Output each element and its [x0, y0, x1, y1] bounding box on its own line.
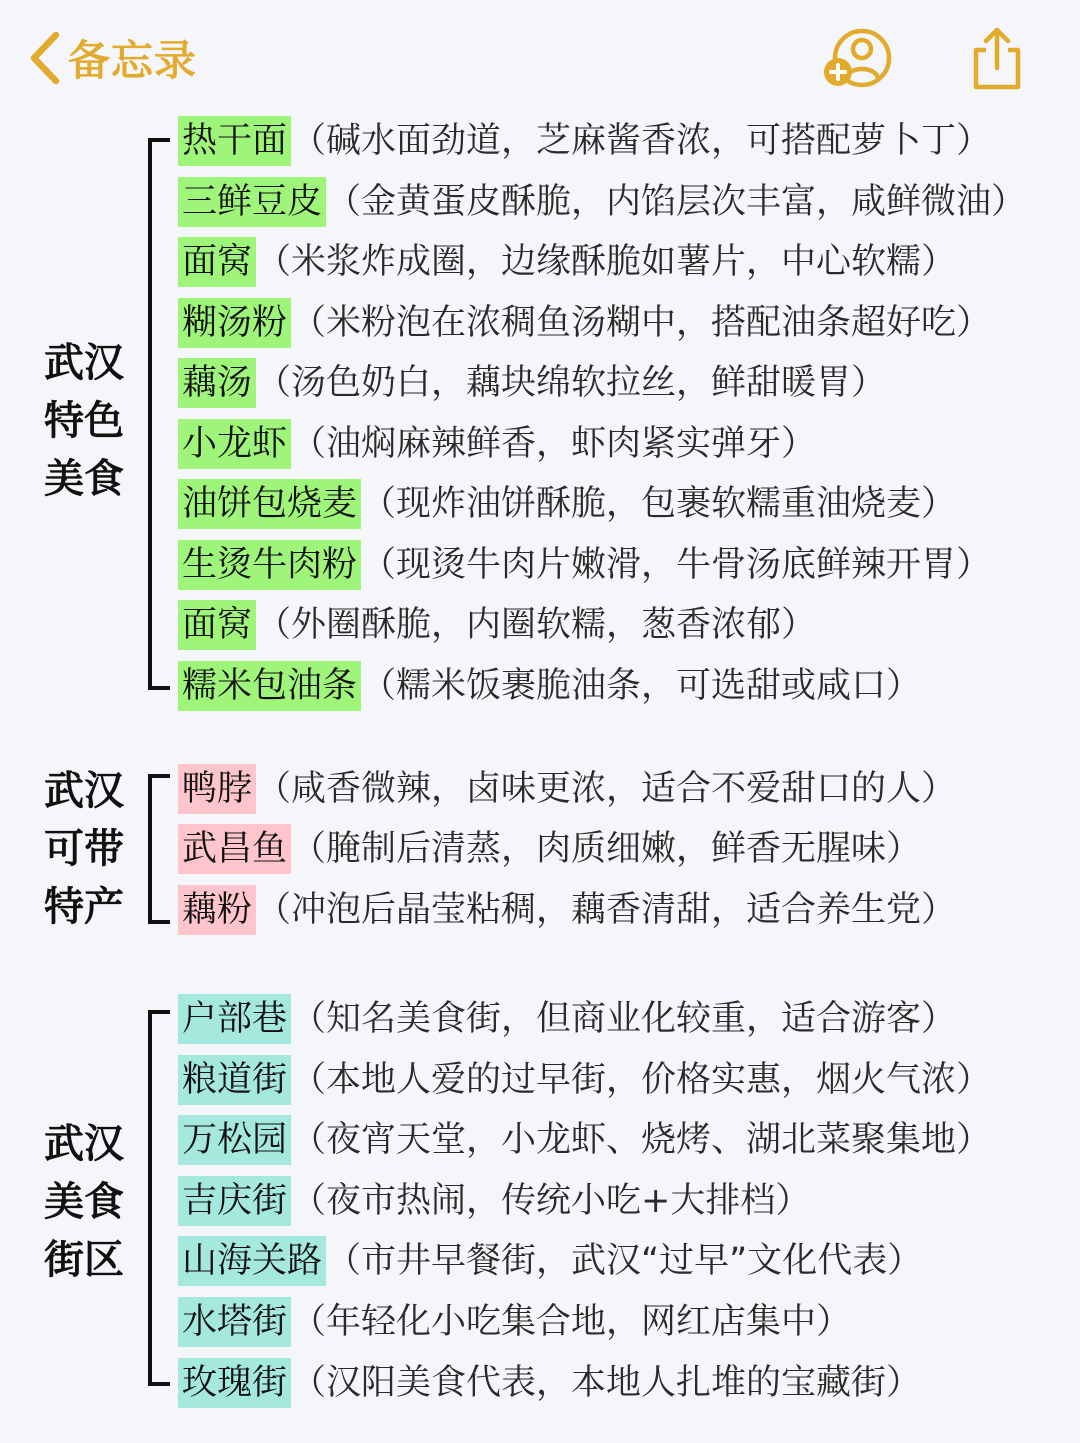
item-desc: （汤色奶白，藕块绵软拉丝，鲜甜暖胃）: [256, 363, 887, 403]
list-item: [178, 358, 886, 408]
back-label: 备忘录: [68, 36, 198, 85]
item-desc: （夜市热闹，传统小吃+大排档）: [291, 1181, 811, 1221]
item-desc: （冲泡后晶莹粘稠，藕香清甜，适合养生党）: [256, 890, 957, 930]
list-item: [178, 479, 956, 529]
category-line: 武汉: [44, 340, 124, 386]
category-line: 美食: [44, 456, 124, 502]
navigation-bar: [0, 0, 1080, 110]
list-item: [178, 1115, 991, 1165]
category-line: 特产: [44, 884, 124, 930]
list-item: [178, 1176, 810, 1226]
list-item: [178, 600, 816, 650]
item-desc: （市井早餐街，武汉“过早”文化代表）: [326, 1241, 923, 1281]
bracket: [148, 1010, 170, 1386]
category-line: 特色: [44, 398, 124, 444]
list-item: [178, 237, 956, 287]
item-desc: （本地人爱的过早街，价格实惠，烟火气浓）: [291, 1060, 992, 1100]
list-item: [178, 116, 991, 166]
item-desc: （米浆炸成圈，边缘酥脆如薯片，中心软糯）: [256, 242, 957, 282]
section-food-streets: [0, 990, 1080, 1420]
item-name: 热干面: [178, 116, 291, 166]
list-item: [178, 764, 956, 814]
item-desc: （腌制后清蒸，肉质细嫩，鲜香无腥味）: [291, 829, 922, 869]
list-item: [178, 540, 991, 590]
list-item: [178, 1297, 851, 1347]
category-label: [36, 1115, 132, 1289]
list-item: [178, 1055, 991, 1105]
item-desc: （汉阳美食代表，本地人扎堆的宝藏街）: [291, 1363, 922, 1403]
category-line: 街区: [44, 1237, 124, 1283]
bracket: [148, 774, 170, 924]
category-line: 武汉: [44, 768, 124, 814]
list-item: [178, 661, 921, 711]
item-name: 武昌鱼: [178, 824, 291, 874]
item-desc: （现炸油饼酥脆，包裹软糯重油烧麦）: [361, 484, 957, 524]
item-name: 藕粉: [178, 885, 256, 935]
item-name: 粮道街: [178, 1055, 291, 1105]
category-line: 武汉: [44, 1121, 124, 1167]
list-item: [178, 1236, 922, 1286]
item-desc: （糯米饭裹脆油条，可选甜或咸口）: [361, 666, 922, 706]
list-item: [178, 298, 991, 348]
item-name: 面窝: [178, 600, 256, 650]
item-name: 藕汤: [178, 358, 256, 408]
share-button[interactable]: [966, 24, 1028, 92]
item-name: 水塔街: [178, 1297, 291, 1347]
section-featured-food: [0, 110, 1080, 710]
item-name: 面窝: [178, 237, 256, 287]
category-label: [36, 762, 132, 936]
item-name: 油饼包烧麦: [178, 479, 361, 529]
section-specialties: [0, 760, 1080, 940]
list-item: [178, 177, 1026, 227]
item-desc: （外圈酥脆，内圈软糯，葱香浓郁）: [256, 605, 817, 645]
category-label: [36, 334, 132, 508]
item-desc: （油焖麻辣鲜香，虾肉紧实弹牙）: [291, 424, 817, 464]
collaborate-button[interactable]: [818, 26, 898, 90]
item-name: 玫瑰街: [178, 1358, 291, 1408]
share-icon: [966, 24, 1028, 92]
item-name: 三鲜豆皮: [178, 177, 326, 227]
bracket: [148, 138, 170, 690]
item-desc: （金黄蛋皮酥脆，内馅层次丰富，咸鲜微油）: [326, 182, 1027, 222]
item-desc: （现烫牛肉片嫩滑，牛骨汤底鲜辣开胃）: [361, 545, 992, 585]
item-desc: （年轻化小吃集合地，网红店集中）: [291, 1302, 852, 1342]
item-desc: （夜宵天堂，小龙虾、烧烤、湖北菜聚集地）: [291, 1120, 992, 1160]
list-item: [178, 885, 956, 935]
item-name: 糯米包油条: [178, 661, 361, 711]
item-name: 糊汤粉: [178, 298, 291, 348]
item-name: 山海关路: [178, 1236, 326, 1286]
item-name: 户部巷: [178, 994, 291, 1044]
chevron-left-icon: [26, 29, 62, 87]
list-item: [178, 994, 956, 1044]
item-name: 鸭脖: [178, 764, 256, 814]
back-button[interactable]: [26, 28, 197, 88]
item-desc: （碱水面劲道，芝麻酱香浓，可搭配萝卜丁）: [291, 121, 992, 161]
item-desc: （咸香微辣，卤味更浓，适合不爱甜口的人）: [256, 769, 957, 809]
item-desc: （米粉泡在浓稠鱼汤糊中，搭配油条超好吃）: [291, 303, 992, 343]
list-item: [178, 419, 816, 469]
list-item: [178, 824, 921, 874]
item-desc: （知名美食街，但商业化较重，适合游客）: [291, 999, 957, 1039]
item-name: 万松园: [178, 1115, 291, 1165]
person-add-icon: [818, 26, 898, 90]
item-name: 吉庆街: [178, 1176, 291, 1226]
category-line: 美食: [44, 1179, 124, 1225]
item-name: 生烫牛肉粉: [178, 540, 361, 590]
list-item: [178, 1358, 921, 1408]
item-name: 小龙虾: [178, 419, 291, 469]
category-line: 可带: [44, 826, 124, 872]
